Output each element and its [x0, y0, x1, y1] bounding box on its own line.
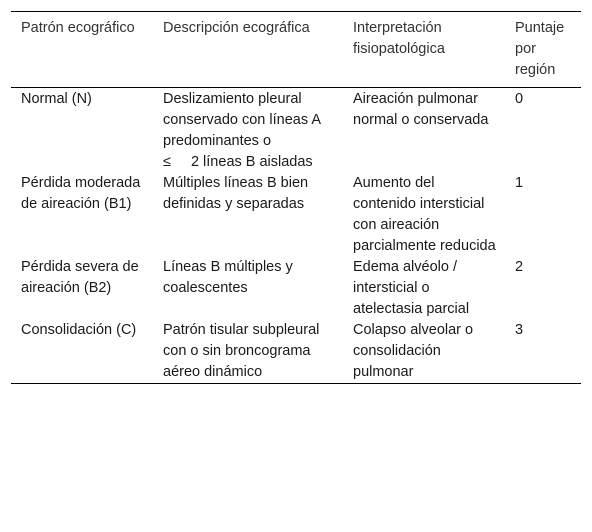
cell-interpretation: Edema alvéolo / intersticial o atelectasia parcial: [353, 259, 470, 317]
cell-description: Patrón tisular subpleural con o sin broncograma aéreo dinámico: [163, 322, 320, 380]
header-score: Puntaje por región: [515, 20, 565, 78]
header-description: Descripción ecográfica: [163, 20, 310, 36]
header-row: [11, 12, 581, 88]
cell-score: 1: [515, 175, 524, 191]
table-row: [11, 257, 581, 320]
ultrasound-patterns-table: [11, 11, 581, 384]
table-header: [11, 12, 581, 88]
description-main-text: Deslizamiento pleural conservado con líneas A predominantes o: [163, 91, 321, 149]
header-pattern: Patrón ecográfico: [21, 20, 135, 36]
cell-pattern: Consolidación (C): [21, 322, 137, 338]
cell-score: 2: [515, 259, 524, 275]
table-row: [11, 88, 581, 174]
cell-pattern: Pérdida moderada de aireación (B1): [21, 175, 141, 212]
cell-score: 3: [515, 322, 524, 338]
cell-pattern: Pérdida severa de aireación (B2): [21, 259, 139, 296]
cell-score: 0: [515, 91, 524, 107]
table-body: [11, 88, 581, 384]
cell-interpretation: Aireación pulmonar normal o conservada: [353, 91, 489, 128]
cell-interpretation: Colapso alveolar o consolidación pulmonar: [353, 322, 474, 380]
description-tail-text: 2 líneas B aisladas: [190, 154, 313, 170]
table-row: [11, 173, 581, 257]
cell-description: [153, 88, 343, 174]
table-row: [11, 320, 581, 384]
cell-pattern: Normal (N): [21, 91, 92, 107]
less-or-equal-symbol: ≤: [163, 154, 171, 170]
cell-description: Múltiples líneas B bien definidas y separadas: [163, 175, 309, 212]
header-interpretation: Interpretación fisiopatológica: [353, 20, 445, 57]
cell-interpretation: Aumento del contenido intersticial con aireación parcialmente reducida: [353, 175, 496, 254]
cell-description: Líneas B múltiples y coalescentes: [163, 259, 293, 296]
